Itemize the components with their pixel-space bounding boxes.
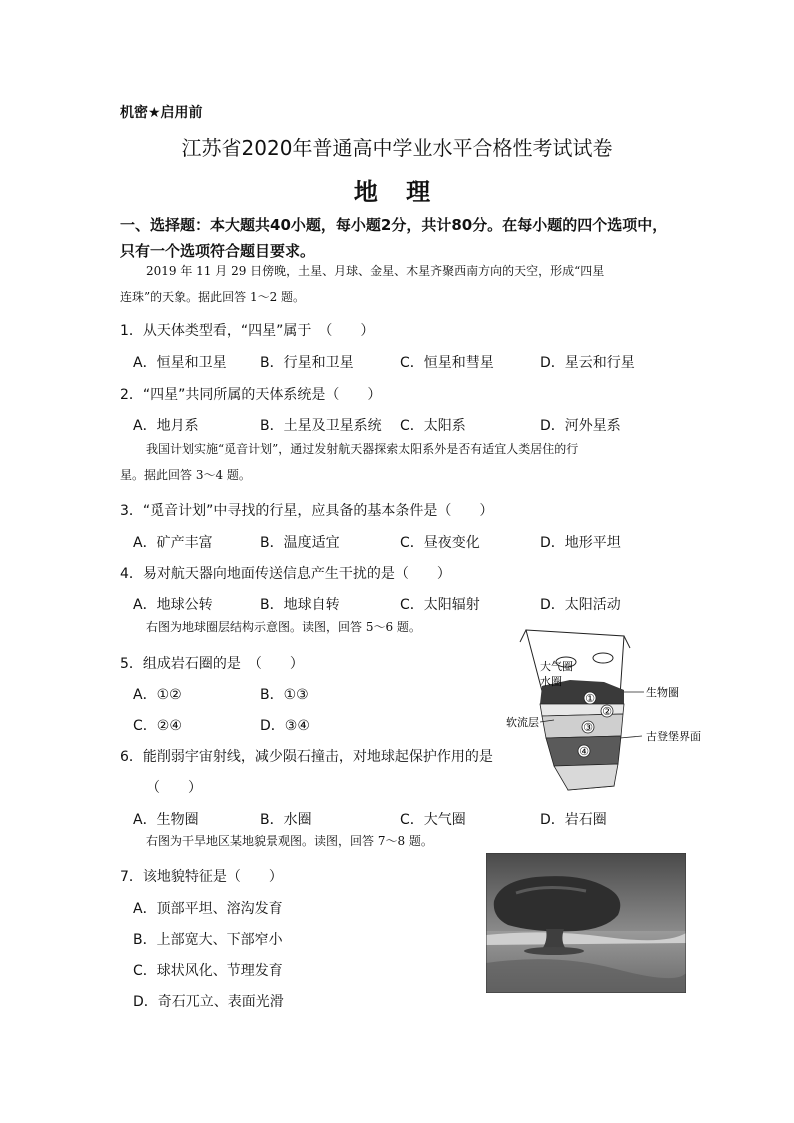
question-5-stem: 5．组成岩石圈的是 （ ）: [120, 656, 304, 672]
question-2-option-b: B．土星及卫星系统: [260, 418, 382, 434]
question-1-option-a: A．恒星和卫星: [133, 355, 227, 371]
question-4-option-d: D．太阳活动: [540, 597, 621, 613]
question-6-option-d: D．岩石圈: [540, 812, 607, 828]
question-4-option-b: B．地球自转: [260, 597, 340, 613]
intro-4: 右图为干旱地区某地貌景观图。读图，回答 7～8 题。: [146, 834, 433, 848]
question-6-option-c: C．大气圈: [400, 812, 466, 828]
question-5-option-b: B．①③: [260, 687, 309, 703]
landform-photo: [486, 853, 686, 993]
question-7-option-d: D．奇石兀立、表面光滑: [133, 994, 284, 1010]
layer-number-4: ④: [579, 745, 589, 758]
intro-1-line2: 连珠”的天象。据此回答 1～2 题。: [120, 290, 306, 304]
question-1-option-c: C．恒星和彗星: [400, 355, 494, 371]
cloud-icon: [593, 653, 613, 663]
question-4-option-a: A．地球公转: [133, 597, 213, 613]
question-7-option-a: A．顶部平坦、溶沟发育: [133, 901, 283, 917]
question-4-stem: 4．易对航天器向地面传送信息产生干扰的是（ ）: [120, 566, 451, 582]
section-heading-line1: 一、选择题：本大题共40小题，每小题2分，共计80分。在每小题的四个选项中，: [120, 216, 668, 234]
question-6-option-a: A．生物圈: [133, 812, 199, 828]
question-2-option-a: A．地月系: [133, 418, 199, 434]
question-2-stem: 2．“四星”共同所属的天体系统是（ ）: [120, 387, 382, 403]
question-7-stem: 7．该地貌特征是（ ）: [120, 869, 283, 885]
question-3-option-c: C．昼夜变化: [400, 535, 480, 551]
core-layer: [554, 764, 618, 790]
question-6-option-b: B．水圈: [260, 812, 312, 828]
earth-sphere-diagram: [500, 628, 720, 796]
question-4-option-c: C．太阳辐射: [400, 597, 480, 613]
paper-title: 江苏省2020年普通高中学业水平合格性考试试卷: [181, 136, 613, 160]
intro-1-line1: 2019 年 11 月 29 日傍晚，土星、月球、金星、木星齐聚西南方向的天空，形成“四星: [146, 264, 605, 278]
section-heading: [120, 212, 680, 264]
question-7-option-b: B．上部宽大、下部窄小: [133, 932, 283, 948]
label-asthenosphere: 软流层: [506, 716, 539, 729]
label-atmosphere: 大气圈: [540, 660, 573, 673]
subject-title: 地 理: [353, 178, 441, 206]
question-7-option-c: C．球状风化、节理发育: [133, 963, 283, 979]
question-5-option-d: D．③④: [260, 718, 310, 734]
question-1-option-d: D．星云和行星: [540, 355, 635, 371]
question-2-option-d: D．河外星系: [540, 418, 621, 434]
question-3-stem: 3．“觅音计划”中寻找的行星，应具备的基本条件是（ ）: [120, 503, 494, 519]
layer-number-1: ①: [585, 692, 595, 705]
question-1-stem: 1．从天体类型看，“四星”属于 （ ）: [120, 323, 375, 339]
question-1-option-b: B．行星和卫星: [260, 355, 354, 371]
intro-2-line2: 星。据此回答 3～4 题。: [120, 468, 251, 482]
question-3-option-a: A．矿产丰富: [133, 535, 213, 551]
question-6-stem: 6．能削弱宇宙射线，减少陨石撞击，对地球起保护作用的是: [120, 749, 493, 765]
question-5-option-a: A．①②: [133, 687, 182, 703]
intro-3: 右图为地球圈层结构示意图。读图，回答 5～6 题。: [146, 620, 421, 634]
question-6-stem-bracket: （ ）: [146, 780, 202, 796]
layer-number-3: ③: [583, 721, 593, 734]
label-hydrosphere: 水圈: [540, 675, 562, 688]
label-biosphere: 生物圈: [646, 686, 679, 699]
question-3-option-b: B．温度适宜: [260, 535, 340, 551]
layer-number-2: ②: [602, 705, 612, 718]
label-gutenberg-boundary: 古登堡界面: [646, 730, 701, 743]
question-3-option-d: D．地形平坦: [540, 535, 621, 551]
question-2-option-c: C．太阳系: [400, 418, 466, 434]
question-5-option-c: C．②④: [133, 718, 182, 734]
intro-2-line1: 我国计划实施“觅音计划”，通过发射航天器探索太阳系外是否有适宜人类居住的行: [146, 442, 579, 456]
section-heading-line2: 只有一个选项符合题目要求。: [120, 242, 316, 260]
confidential-mark: 机密★启用前: [120, 105, 203, 121]
